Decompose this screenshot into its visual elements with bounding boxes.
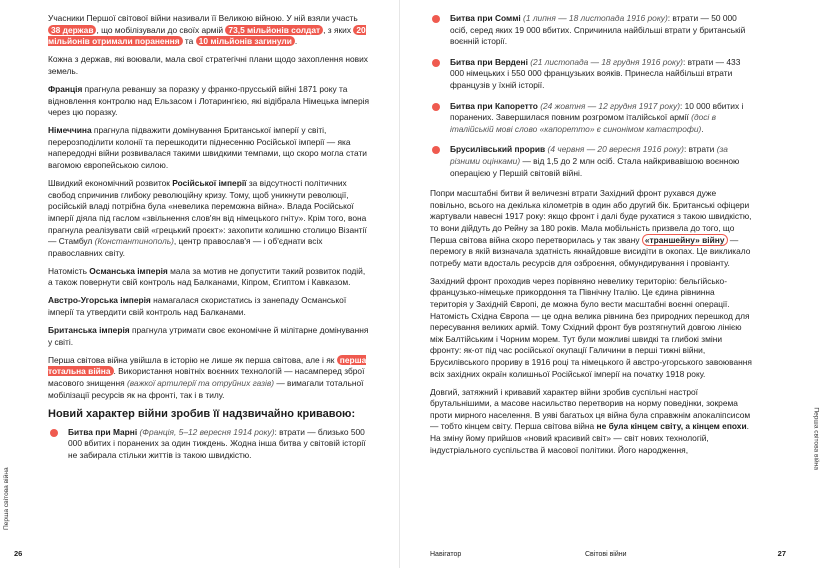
ottoman-paragraph: Натомість Османська імперія мала за мотив не допустити такий розвиток подій, а також повернути свій контроль над Балканами, Кіпром, Єгиптом і Кавказом. [48,265,366,288]
battle-marne: Битва при Марні (Франція, 5–12 вересня 1914 року): втрати — близько 500 000 вбитих і поранених за один тиждень. Жодна інша битва у світовій історії не забирала стільки життів із такою швидкістю. [48,427,370,462]
plans-paragraph: Кожна з держав, які воювали, мала свої стратегічні плани щодо захоплення нових земель. [48,54,368,76]
highlight-soldiers: 73,5 мільйонів солдат [225,25,323,35]
battle-brusilov: Брусилівський прорив (4 червня — 20 вересня 1916 року): втрати (за різними оцінками) — від 1,5 до 2 млн осіб. Стала найкривавішою воєнною операцією у Першій світовій війні. [430,144,752,179]
intro-paragraph: Учасники Першої світової війни називали її Великою війною. У ній взяли участь 38 держав , що мобілізували до своїх армій 73,5 мільйонів солдат , з яких 20 мільйонів отримали поранення та 10 мільйонів загинули . [48,13,366,47]
western-front-paragraph: Західний фронт проходив через порівняно невелику територію: бельгійсько-французько-німецьке прикордоння та Північну Італію. Це єдина рівнинна територія у Західній Європі, де можна було вести масштабні воєнні операції. Натомість Східна Європа — це одна велика рівнина без природних перешкод для пересування великих армій. Тому Східний фронт був розтягнутий довгою лінією між Балтійським і Чорним морем. Тут були можливі швидкі та глибокі зміни фронту: як-от під час російської окупації Галичини в перші тижні війни, Брусилівського прориву в 1916 році та німецького й австро-угорського завоювання всіх західних окраїн колишньої Російської імперії на початку 1918 року. [430,275,752,379]
highlight-trench-war: «траншейну» війну [642,234,728,246]
left-page [0,0,400,568]
page-number: 27 [777,549,786,558]
britain-paragraph: Британська імперія прагнула утримати своє економічне й мілітарне домінування у світі. [48,325,369,347]
bullet-dot-icon [432,103,440,111]
right-column [430,13,752,463]
france-paragraph: Франція прагнула реваншу за поразку у франко-прусській війні 1871 року та відновлення контролю над Ельзасом і Лотарингією, які відібрала Німецька імперія через цю поразку. [48,83,370,118]
highlight-killed: 10 мільйонів загинули [196,36,295,46]
austria-paragraph: Австро-Угорська імперія намагалася скористатись із занепаду Османської імперії та утвердити свій контроль над Балканами. [48,295,347,318]
right-page [400,0,820,568]
footer-series: Навігатор [430,551,462,558]
highlight-states: 38 держав [48,25,96,35]
highlight-total-war: перша тотальна війна [48,354,367,377]
bullet-dot-icon [432,15,440,23]
total-war-paragraph: Перша світова війна увійшла в історію не лише як перша світова, але і як перша тотальна війна . Використання новітніх воєнних технологій — насамперед зброї масового знищення (важкої артилерії та отруйних газів) — вимагали тотальної мобілізації ресурсів як на фронті, так і в тилу. [48,354,367,400]
germany-paragraph: Німеччина прагнула підважити домінування Британської імперії у світі, перерозподілити колонії та перешкодити піднесенню Російської імперії — яка напередодні війни розвивалася такими швидкими темпами, що скоро могла стати вагомою європейською силою. [48,125,367,171]
page-number: 26 [14,549,23,558]
trench-war-paragraph: Попри масштабні битви й величезні втрати Західний фронт рухався дуже повільно, всього на декілька кілометрів в один або другий бік. Британські офіцери жартували навесні 1917 року: якщо фронт і далі буде рухатися з такою швидкістю, то вони дійдуть до Рейну за 180 років. Мала мобільність призвела до того, що Перша світова війна скоро перетворилась у так звану «траншейну» війну — перемогу в якій визначала здатність якнайдовше висидіти в окопах. Це викликало потребу мати вдосталь ресурсів для озброєння, обмундирування і провіанту. [430,188,752,268]
brutality-paragraph: Довгий, затяжний і кривавий характер війни зробив суспільні настрої брутальнішими, а масове насильство перетворив на норму поведінки, зокрема проти мирного населення. В уяві багатьох ця війна була справжнім апокаліпсисом — тобто кінцем світу. Перша світова війна не була кінцем світу, а кінцем епохи. На зміну йому прийшов «новий красивий світ» — світ нових технологій, індустріального суспільства й масової політики. Його народження, [430,386,751,455]
battle-caporetto: Битва при Капоретто (24 жовтня — 12 грудня 1917 року): 10 000 вбитих і поранених. Завершилася повним розгромом італійської армії (досі в італійській мові слово «капоретто» є синонімом катастрофи). [430,101,752,136]
left-column [48,13,370,471]
russia-paragraph: Швидкий економічний розвиток Російської імперії за відсутності політичних свобод спричинив глибоку революційну кризу. Тому, щоб уникнути революції, російській владі потрібна була «невелика переможна війна». Влада Російської імперії діяла під гаслом «звільнення слов'ян від німецького гніту». Крім того, вона прагнула реалізувати свій «грецький проєкт»: захопити колишню столицю Візантії — Стамбул (Константинополь), центр православ'я — і об'єднати всіх православних світу. [48,178,367,258]
section-heading: Новий характер війни зробив її надзвичайно кривавою: [48,407,356,420]
side-running-label: Перша світова війна [813,407,820,470]
battle-verdun: Битва при Вердені (21 листопада — 18 грудня 1916 року): втрати — 433 000 німецьких і 550 000 французьких вояків. Принесла найбільші втрати французів у їхній історії. [430,57,752,92]
highlight-wounded: 20 мільйонів отримали поранення [48,24,366,47]
bullet-dot-icon [432,59,440,67]
battle-somme: Битва при Соммі (1 липня — 18 листопада 1916 року): втрати — 50 000 осіб, серед яких 19 000 вбитих. Спричинила найбільші втрати у британській воєнній історії. [430,13,752,48]
bullet-dot-icon [432,146,440,154]
footer-book-title: Світові війни [585,551,627,558]
bullet-dot-icon [50,429,58,437]
side-running-label: Перша світова війна [3,467,10,530]
